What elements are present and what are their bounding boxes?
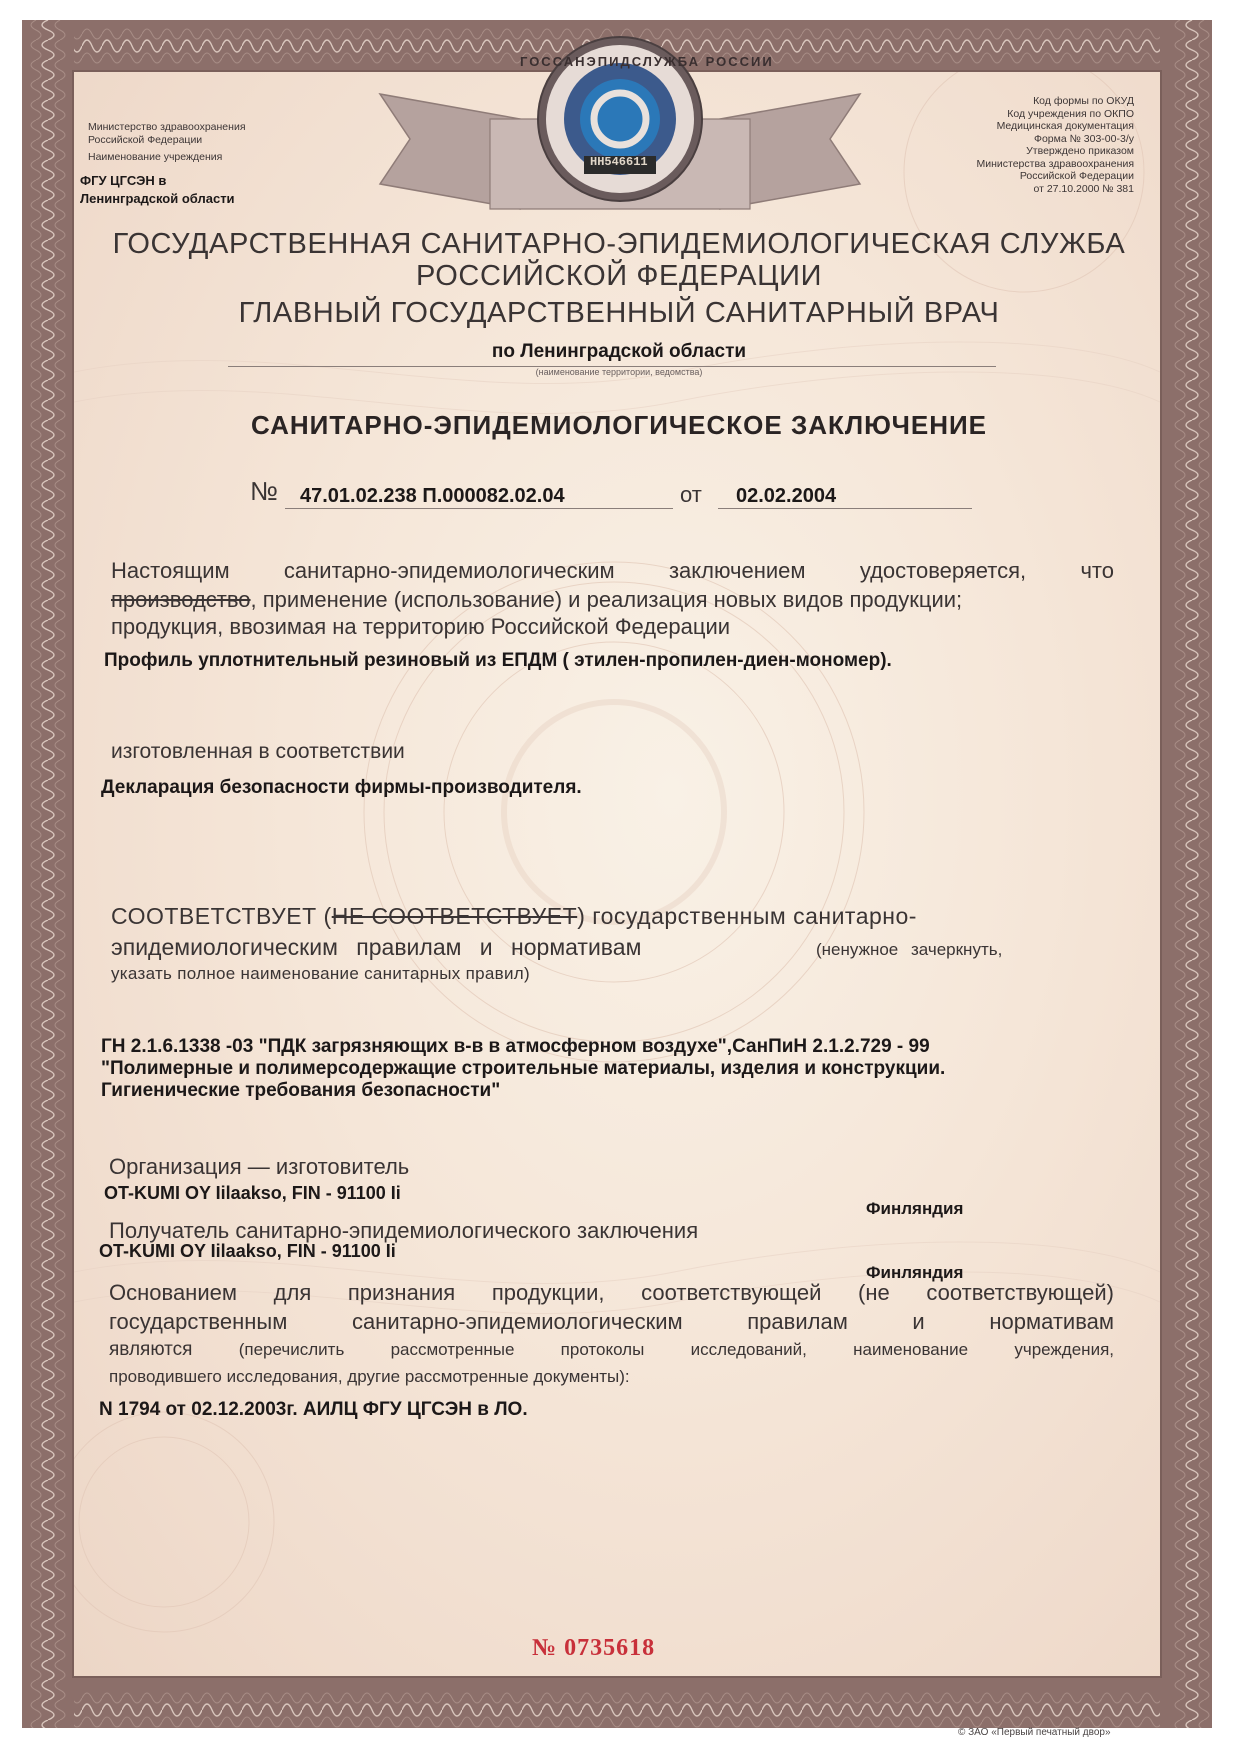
conformity-struck: НЕ СООТВЕТСТВУЕТ (331, 903, 578, 929)
struck-production: производство (111, 587, 251, 612)
conclusion-date: 02.02.2004 (736, 485, 837, 507)
made-in-accordance-value: Декларация безопасности фирмы-производителя. (101, 777, 582, 798)
institution-caption: Наименование учреждения (88, 151, 223, 163)
emblem-serial: HH546611 (590, 155, 648, 169)
basis-are: являются (109, 1339, 193, 1360)
blank-serial-number: № 0735618 (532, 1635, 656, 1661)
basis-line-4: проводившего исследования, другие рассмотренные документы): (109, 1367, 630, 1386)
institution-block (80, 172, 235, 208)
service-title-line-1: ГОСУДАРСТВЕННАЯ САНИТАРНО-ЭПИДЕМИОЛОГИЧЕСКАЯ СЛУЖБА (112, 228, 1126, 260)
basis-line-2: государственным санитарно-эпидемиологическим правилам и нормативам (109, 1309, 1114, 1334)
intro-line-3: продукция, ввозимая на территорию Российской Федерации (111, 614, 731, 639)
form-code-line-3: Медицинская документация (996, 120, 1134, 132)
conformity-line-1-rest: государственным санитарно- (592, 903, 917, 929)
printer-credit: © ЗАО «Первый печатный двор» (958, 1727, 1111, 1738)
conformity-rules-main: эпидемиологическим правилам и нормативам (111, 934, 642, 960)
form-code-line-4: Форма № 303-00-3/у (1033, 132, 1134, 145)
number-symbol: № (250, 476, 278, 506)
territory: по Ленинградской области (491, 341, 747, 362)
product-name: Профиль уплотнительный резиновый из ЕПДМ ( этилен-пропилен-диен-мономер). (104, 650, 892, 671)
conformity-line-3: указать полное наименование санитарных правил) (111, 964, 530, 983)
emblem-ring-text: ГОССАНЭПИДСЛУЖБА РОССИИ (520, 54, 774, 69)
manufacturer-value: OT-KUMI OY Iilaakso, FIN - 91100 Ii (104, 1183, 401, 1203)
document-title: САНИТАРНО-ЭПИДЕМИОЛОГИЧЕСКОЕ ЗАКЛЮЧЕНИЕ (250, 410, 988, 440)
date-from-label: от (680, 482, 702, 507)
ministry-line-1: Министерство здравоохранения (88, 121, 246, 133)
manufacturer-label: Организация — изготовитель (109, 1154, 410, 1179)
recipient-country: Финляндия (866, 1263, 964, 1282)
manufacturer-country: Финляндия (866, 1199, 964, 1218)
recipient-value: OT-KUMI OY Iilaakso, FIN - 91100 Ii (99, 1241, 396, 1261)
recipient-label: Получатель санитарно-эпидемиологического заключения (109, 1218, 699, 1243)
chief-doctor-title: ГЛАВНЫЙ ГОСУДАРСТВЕННЫЙ САНИТАРНЫЙ ВРАЧ (238, 297, 1000, 329)
institution-line-2: Ленинградской области (80, 191, 235, 206)
intro-line-2 (111, 587, 962, 613)
form-code-line-7: Российской Федерации (1019, 170, 1134, 182)
conformity-word: СООТВЕТСТВУЕТ (111, 903, 317, 929)
rule-line-3: Гигиенические требования безопасности" (101, 1080, 501, 1101)
intro-line-2-rest: , применение (использование) и реализация новых видов продукции; (250, 587, 963, 612)
basis-line-1: Основанием для признания продукции, соответствующей (не соответствующей) (109, 1280, 1114, 1305)
form-code-line-5: Утверждено приказом (1026, 145, 1134, 157)
number-underline (285, 508, 673, 509)
rule-line-1: ГН 2.1.6.1338 -03 "ПДК загрязняющих в-в в атмосферном воздухе",СанПиН 2.1.2.729 - 99 (101, 1036, 930, 1057)
institution-line-1: ФГУ ЦГСЭН в (80, 173, 167, 188)
form-code-line-6: Министерства здравоохранения (976, 157, 1134, 170)
form-code-line-1: Код формы по ОКУД (1033, 95, 1134, 107)
form-code-line-8: от 27.10.2000 № 381 (1033, 182, 1134, 195)
service-title-line-2: РОССИЙСКОЙ ФЕДЕРАЦИИ (415, 260, 823, 292)
conformity-line-2 (111, 934, 641, 961)
conclusion-number: 47.01.02.238 П.000082.02.04 (300, 485, 565, 507)
made-in-accordance-label: изготовленная в соответствии (111, 740, 405, 763)
rule-line-2: "Полимерные и полимерсодержащие строительные материалы, изделия и конструкции. (101, 1058, 946, 1079)
basis-value: N 1794 от 02.12.2003г. АИЛЦ ФГУ ЦГСЭН в ЛО. (99, 1399, 528, 1420)
basis-note: (перечислить рассмотренные протоколы исследований, наименование учреждения, (238, 1340, 1114, 1359)
ministry-line-2: Российской Федерации (88, 134, 203, 146)
ministry-block (88, 121, 246, 164)
form-code-block (890, 95, 1134, 195)
date-underline (718, 508, 972, 509)
territory-caption: (наименование территории, ведомства) (535, 367, 703, 377)
rules-block (101, 1036, 945, 1102)
conformity-line-1: СООТВЕТСТВУЕТ (НЕ СООТВЕТСТВУЕТ) государственным санитарно- (111, 903, 917, 929)
basis-line-3 (109, 1339, 1114, 1361)
intro-line-1: Настоящим санитарно-эпидемиологическим заключением удостоверяется, что (111, 558, 1114, 583)
conformity-note: (ненужное зачеркнуть, (816, 940, 1003, 959)
form-code-line-2: Код учреждения по ОКПО (1007, 107, 1134, 120)
